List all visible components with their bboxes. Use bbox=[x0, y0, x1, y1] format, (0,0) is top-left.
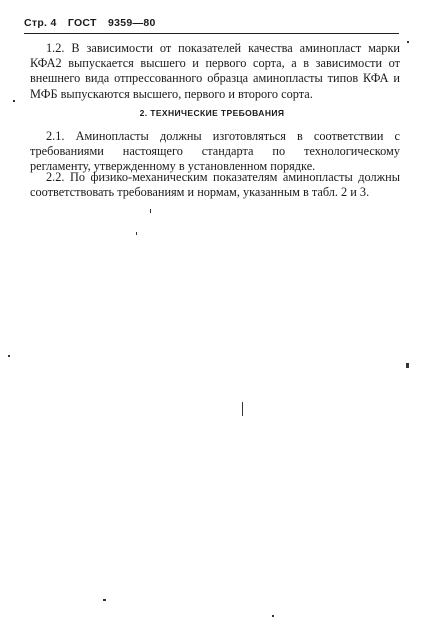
scan-speck bbox=[103, 599, 106, 601]
scan-speck bbox=[136, 232, 137, 235]
paragraph-2-1: 2.1. Аминопласты должны изготовляться в соответствии с требованиями настоящего стандарта по технологическому регламенту, утвержденному в установленном порядке. bbox=[30, 129, 400, 174]
standard-number: 9359—80 bbox=[107, 17, 156, 29]
section-title: 2. ТЕХНИЧЕСКИЕ ТРЕБОВАНИЯ bbox=[139, 108, 285, 118]
header-rule bbox=[24, 33, 399, 34]
page-header bbox=[24, 17, 164, 29]
scan-speck bbox=[8, 355, 10, 357]
standard-label: ГОСТ bbox=[67, 17, 97, 29]
scan-speck bbox=[407, 41, 409, 43]
paragraph-1-2: 1.2. В зависимости от показателей качества аминопласт марки КФА2 выпускается высшего и первого сорта, а в зависимости от внешнего вида отпрессованного образца аминопласты типов КФА и МФБ выпускаются высшего, первого и второго сорта. bbox=[30, 41, 400, 101]
scan-speck bbox=[406, 363, 409, 368]
paragraph-2-2: 2.2. По физико-механическим показателям аминопласты должны соответствовать требованиям и нормам, указанным в табл. 2 и 3. bbox=[30, 170, 400, 200]
scan-speck bbox=[13, 100, 15, 102]
scan-speck bbox=[272, 615, 274, 617]
page-number: Стр. 4 bbox=[24, 17, 57, 29]
scan-speck bbox=[242, 402, 243, 416]
scan-speck bbox=[150, 209, 151, 213]
